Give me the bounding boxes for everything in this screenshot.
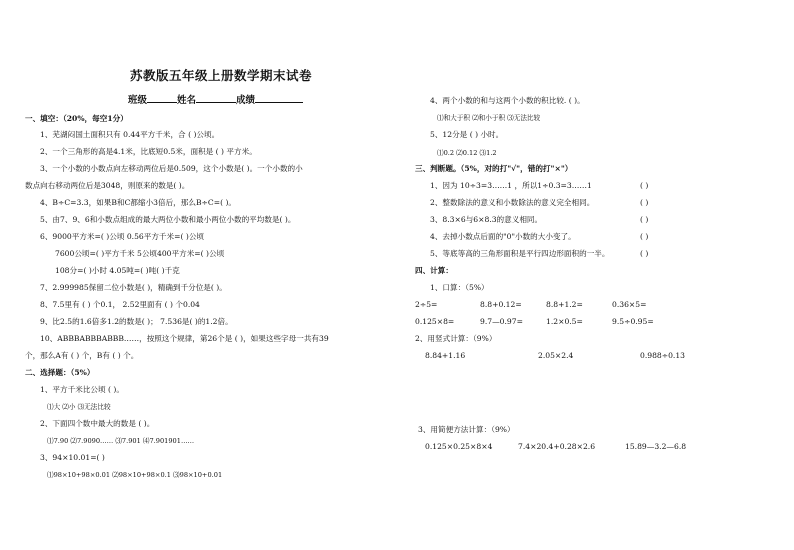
vertical-item: 8.84+1.16 [425,351,466,360]
oral-item: 9.5÷0.95= [612,317,654,326]
section-choice: 二、选择题：（5%） [25,368,95,377]
vertical-item: 2.05×2.4 [538,351,574,360]
oral-item: 2÷5= [415,300,438,309]
choice-4-options: ⑴和大于积 ⑵和小于积 ⑶无法比较 [437,114,541,122]
question-2: 2、一个三角形的高是4.1米，比底短0.5米，面积是 ( ) 平方米。 [40,147,257,156]
choice-3: 3、94×10.01=( ) [40,453,105,462]
header-line [128,93,303,106]
question-9: 9、比2.5的1.6倍多1.2的数是( )； 7.536是( )的1.2倍。 [40,317,233,326]
oral-item: 1.2×0.5= [546,317,583,326]
oral-item: 0.36×5= [612,300,647,309]
judge-4: 4、去掉小数点后面的"0"小数的大小变了。 [430,232,576,241]
question-5: 5、由7、9、6和小数点组成的最大两位小数和最小两位小数的平均数是( )。 [40,215,296,224]
judge-2: 2、整数除法的意义和小数除法的意义完全相同。 [430,198,595,207]
judge-2-blank: ( ) [640,198,649,207]
question-6-row3: 108分=( )小时 4.05吨=( )吨( )千克 [55,266,180,275]
judge-3-blank: ( ) [640,215,649,224]
judge-4-blank: ( ) [640,232,649,241]
oral-item: 9.7—0.97= [480,317,523,326]
section-calc: 四、计算： [415,266,453,275]
judge-5: 5、等底等高的三角形面积是平行四边形面积的一半。 [430,249,610,258]
question-6-row2: 7600公顷=( )平方千米 5公顷400平方米=( )公顷 [55,249,225,258]
judge-1-blank: ( ) [640,181,649,190]
question-6-row1: 6、9000平方米=( )公顷 0.56平方千米=( )公顷 [40,232,205,241]
vertical-item: 0.988÷0.13 [640,351,686,360]
easy-item: 15.89—3.2—6.8 [625,442,687,451]
question-3-cont: 数点向右移动两位后是3048，则原来的数是( )。 [25,181,190,190]
question-7: 7、2.999985保留二位小数是( )，精确到千分位是( )。 [40,283,227,292]
choice-5-options: ⑴0.2 ⑵0.12 ⑶1.2 [437,149,497,157]
question-3: 3、一个小数的小数点向左移动两位后是0.509，这个小数是( )。一个小数的小 [40,164,303,173]
judge-5-blank: ( ) [640,249,649,258]
class-label: 班级 [128,95,148,106]
score-label: 成绩 [236,95,256,106]
oral-item: 8.8+1.2= [546,300,583,309]
question-1: 1、芜湖闷国土面积只有 0.44平方千米，合 ( )公顷。 [40,130,220,139]
choice-3-options: ⑴98×10+98×0.01 ⑵98×10+98×0.1 ⑶98×10+0.01 [47,471,223,479]
vertical-calc-heading: 2、用竖式计算：（9%） [415,334,497,343]
class-blank[interactable] [147,93,177,103]
choice-5: 5、12分是 ( ) 小时。 [430,130,504,139]
page-title: 苏教版五年级上册数学期末试卷 [130,68,313,83]
score-blank[interactable] [255,93,303,103]
question-4: 4、B÷C=3.3，如果B和C都缩小3倍后，那么B÷C=( )。 [40,198,237,207]
question-10: 10、ABBBABBBABBB……，按照这个规律，第26个是 ( )，如果这些字母一共有39 [40,334,329,343]
easy-calc-heading: 3、用简便方法计算：（9%） [418,425,515,434]
choice-4: 4、两个小数的和与这两个小数的积比较. ( )。 [430,96,585,105]
easy-item: 0.125×0.25×8×4 [425,442,493,451]
judge-3: 3、8.3×6与6×8.3的意义相同。 [430,215,543,224]
oral-item: 0.125×8= [415,317,455,326]
name-blank[interactable] [196,93,236,103]
section-judge: 三、判断题。（5%，对的打"√"，错的打"×"） [415,164,573,173]
question-8: 8、7.5里有 ( ) 个0.1， 2.52里面有 ( ) 个0.04 [40,300,200,309]
choice-1-options: ⑴大 ⑵小 ⑶无法比较 [47,403,111,411]
oral-calc-heading: 1、口算：（5%） [430,283,489,292]
easy-item: 7.4×20.4+0.28×2.6 [518,442,596,451]
name-label: 姓名 [177,95,197,106]
choice-2: 2、下面四个数中最大的数是 ( )。 [40,419,155,428]
section-fill-blank: 一、填空：（20%，每空1分） [25,114,128,123]
judge-1: 1、因为 10÷3=3……1 ，所以1÷0.3=3……1 [430,181,592,190]
choice-1: 1、平方千米比公顷 ( )。 [40,385,124,394]
choice-2-options: ⑴7.90 ⑵7.9090…… ⑶7.901 ⑷7.901901…… [47,437,195,445]
oral-item: 8.8+0.12= [480,300,522,309]
question-10-cont: 个，那么A有 ( ) 个，B有 ( ) 个。 [25,351,139,360]
